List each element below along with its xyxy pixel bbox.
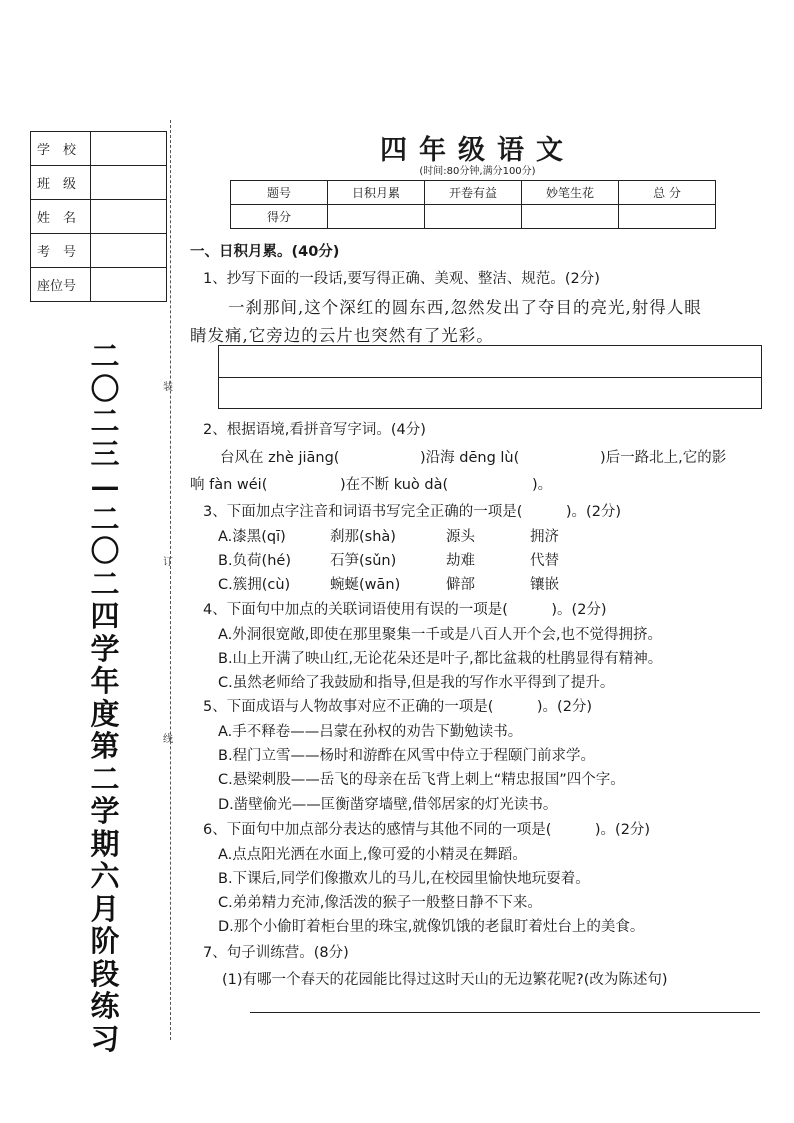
info-row-school [31,132,167,166]
q6-option: C.弟弟精力充沛,像活泼的猴子一般整日静不下来。 [218,895,542,911]
q3-option-word: 石笋(sǔn) [330,553,397,569]
question-5-prompt: 5、下面成语与人物故事对应不正确的一项是( )。(2分) [203,699,593,715]
score-cell[interactable] [425,205,522,229]
page-title: 四年级语文 [380,135,575,166]
q3-option-word: 代替 [530,553,559,569]
score-cell[interactable] [522,205,619,229]
question-6-prompt: 6、下面句中加点部分表达的感情与其他不同的一项是( )。(2分) [203,822,651,838]
q3-option-word: 拥济 [530,529,559,545]
question-3-prompt: 3、下面加点字注音和词语书写完全正确的一项是( )。(2分) [203,504,622,520]
q3-option-word: 刹那(shà) [330,529,396,545]
student-info-table [30,131,167,302]
pinyin-text: 响 fàn wéi( [190,477,268,493]
info-label: 班 级 [31,166,91,200]
q6-option: D.那个小偷盯着柜台里的珠宝,就像饥饿的老鼠盯着灶台上的美食。 [218,919,645,935]
q4-option: A.外洞很宽敞,即使在那里聚集一千或是八百人开个会,也不觉得拥挤。 [218,627,662,643]
score-value-row [231,205,716,229]
q3-option-word: A.漆黑(qī) [218,529,286,545]
info-label: 学 校 [31,132,91,166]
seat-number-field[interactable] [91,268,167,302]
pinyin-text: )沿海 dēng lù( [420,450,520,466]
score-cell[interactable] [328,205,425,229]
q5-option: B.程门立雪——杨时和游酢在风雪中侍立于程颐门前求学。 [218,748,596,764]
question-7-prompt: 7、句子训练营。(8分) [203,945,349,961]
info-row-seat [31,268,167,302]
binding-mark: 装 [163,382,173,393]
q3-option-word: 劫难 [446,553,475,569]
q3-option-word: 蜿蜒(wān) [330,577,401,593]
q7-sub-question: (1)有哪一个春天的花园能比得过这时天山的无边繁花呢?(改为陈述句) [222,972,668,988]
pinyin-text: )。 [532,477,553,493]
copy-box-divider [219,377,761,378]
score-cell[interactable] [619,205,716,229]
score-row-label: 得分 [231,205,328,229]
exam-number-field[interactable] [91,234,167,268]
q3-option-word: 源头 [446,529,475,545]
info-label: 姓 名 [31,200,91,234]
score-header: 题号 [231,181,328,205]
score-header-row [231,181,716,205]
question-4-prompt: 4、下面句中加点的关联词语使用有误的一项是( )。(2分) [203,602,607,618]
vertical-exam-title: 二〇二三—二〇二四学年度第二学期六月阶段练习 [90,339,120,1056]
copy-writing-box[interactable] [218,345,762,409]
answer-line[interactable] [250,1012,760,1013]
copy-passage-line: 睛发痛,它旁边的云片也突然有了光彩。 [190,326,494,345]
q3-option-word: 镶嵌 [530,577,559,593]
info-row-name [31,200,167,234]
binding-line [170,120,171,1040]
score-header: 开卷有益 [425,181,522,205]
question-2-prompt: 2、根据语境,看拼音写字词。(4分) [203,422,426,438]
q4-option: B.山上开满了映山红,无论花朵还是叶子,都比盆栽的杜鹃显得有精神。 [218,651,663,667]
school-field[interactable] [91,132,167,166]
pinyin-text: 台风在 zhè jiāng( [220,450,340,466]
pinyin-text: )在不断 kuò dà( [340,477,449,493]
binding-mark: 线 [163,734,173,745]
score-table [230,180,716,229]
exam-duration: (时间:80分钟,满分100分) [419,166,536,177]
q6-option: B.下课后,同学们像撒欢儿的马儿,在校园里愉快地玩耍着。 [218,871,590,887]
q5-option: A.手不释卷——吕蒙在孙权的劝告下勤勉读书。 [218,724,523,740]
score-header: 日积月累 [328,181,425,205]
binding-mark: 订 [163,557,173,568]
q5-option: C.悬梁刺股——岳飞的母亲在岳飞背上刺上“精忠报国”四个字。 [218,772,625,788]
q6-option: A.点点阳光洒在水面上,像可爱的小精灵在舞蹈。 [218,847,527,863]
score-header: 总 分 [619,181,716,205]
q3-option-word: 僻部 [446,577,475,593]
question-1-prompt: 1、抄写下面的一段话,要写得正确、美观、整洁、规范。(2分) [203,271,600,287]
q3-option-word: B.负荷(hé) [218,553,291,569]
section-heading: 一、日积月累。(40分) [190,244,340,260]
info-label: 考 号 [31,234,91,268]
class-field[interactable] [91,166,167,200]
info-row-exam-no [31,234,167,268]
info-label: 座位号 [31,268,91,302]
q5-option: D.凿壁偷光——匡衡凿穿墙壁,借邻居家的灯光读书。 [218,797,558,813]
score-header: 妙笔生花 [522,181,619,205]
pinyin-text: )后一路北上,它的影 [600,450,727,466]
info-row-class [31,166,167,200]
name-field[interactable] [91,200,167,234]
q3-option-word: C.簇拥(cù) [218,577,291,593]
copy-passage-line: 一刹那间,这个深红的圆东西,忽然发出了夺目的亮光,射得人眼 [228,298,702,317]
q4-option: C.虽然老师给了我鼓励和指导,但是我的写作水平得到了提升。 [218,675,615,691]
